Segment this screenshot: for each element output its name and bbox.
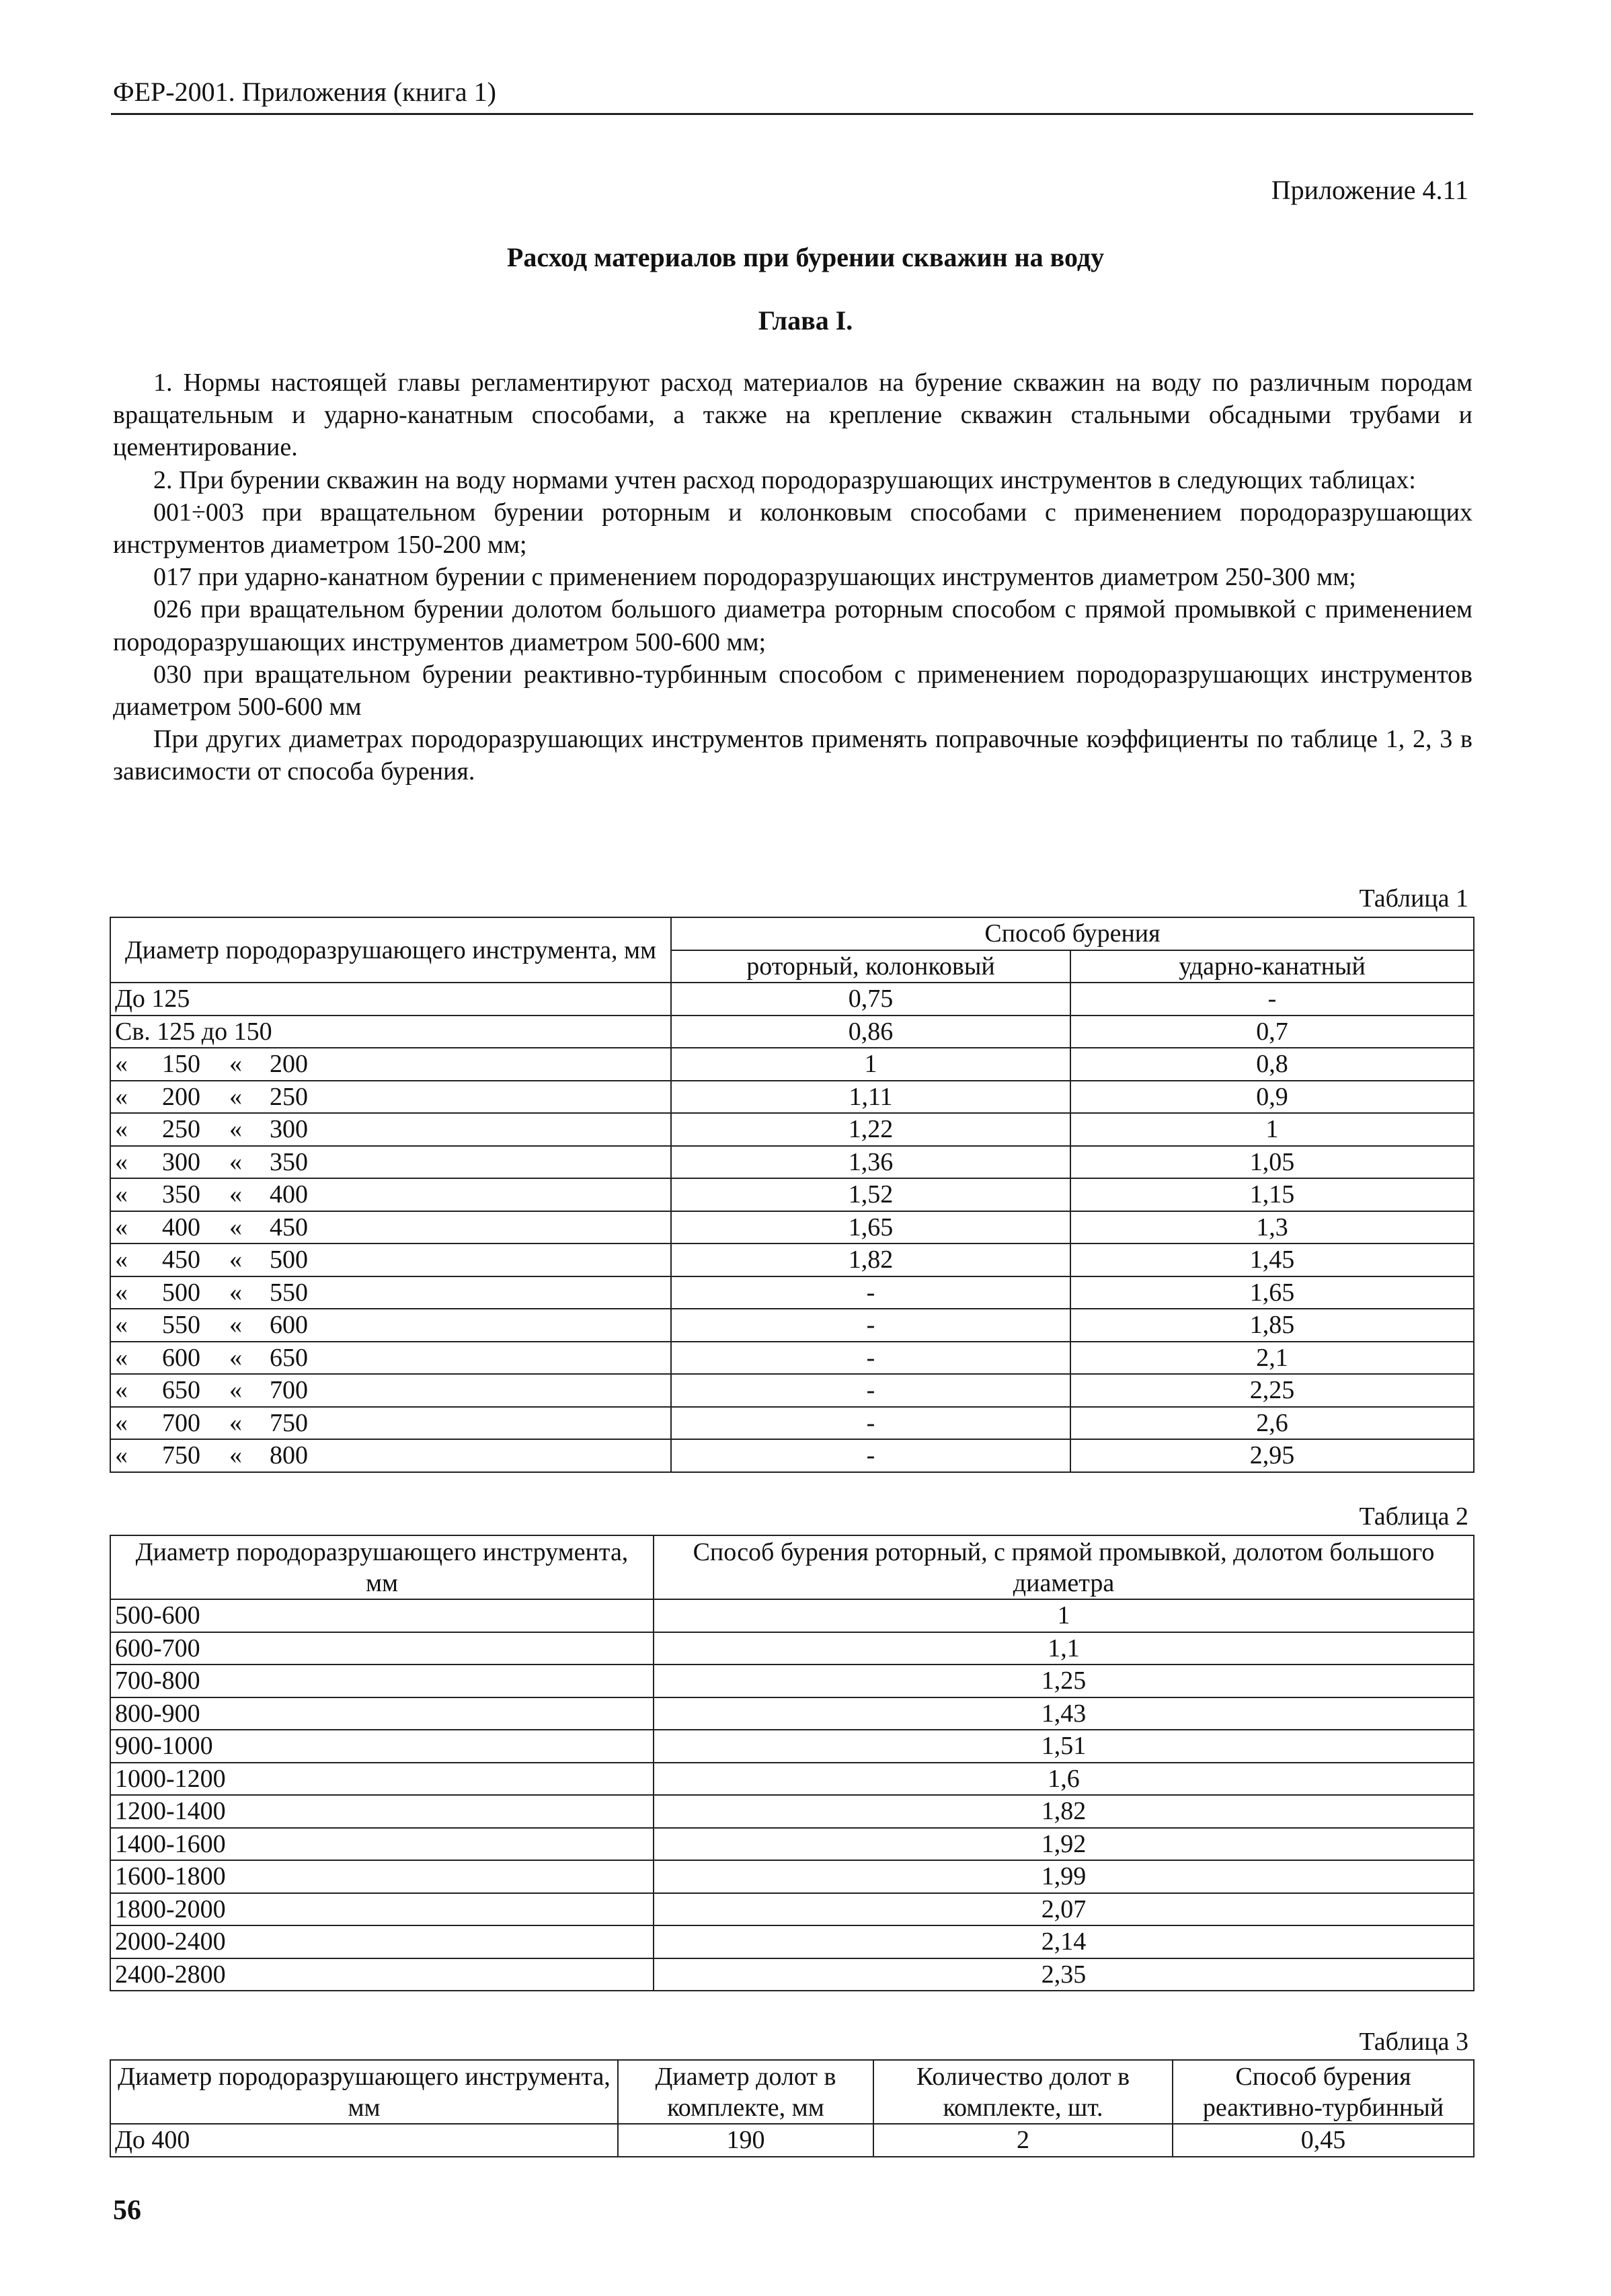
range-from: 400 [162, 1213, 200, 1241]
table1-cell-cable: 2,1 [1070, 1342, 1474, 1375]
table1-cell-rotary: - [671, 1342, 1070, 1375]
range-from: 550 [162, 1311, 200, 1340]
table2-cell-range: 900-1000 [110, 1730, 654, 1763]
table-row [110, 1407, 1474, 1440]
table3-cell-bit-count: 2 [873, 2124, 1173, 2157]
range-to: 200 [270, 1050, 308, 1079]
table2-header-method: Способ бурения роторный, с прямой промывкой, долотом большого диаметра [654, 1535, 1474, 1599]
table1-cell-cable: 1,15 [1070, 1178, 1474, 1211]
table1-header-cable: ударно-канатный [1070, 950, 1474, 983]
ditto-mark: « [229, 1213, 242, 1241]
ditto-mark: « [115, 1311, 128, 1340]
ditto-mark: « [115, 1180, 128, 1209]
table-row [110, 1730, 1474, 1763]
table2-cell-range: 800-900 [110, 1697, 654, 1730]
range-to: 250 [270, 1082, 308, 1111]
table-row [110, 1016, 1474, 1048]
table2-cell-value: 1,25 [654, 1664, 1474, 1697]
table1-cell-range [110, 1374, 671, 1407]
table2-cell-value: 1,51 [654, 1730, 1474, 1763]
table-row [110, 1113, 1474, 1146]
table2-cell-range: 1800-2000 [110, 1893, 654, 1926]
range-from: 700 [162, 1408, 200, 1437]
range-to: 750 [270, 1408, 308, 1437]
ditto-mark: « [115, 1115, 128, 1144]
table1-cell-cable: 1,3 [1070, 1211, 1474, 1244]
ditto-mark: « [115, 1376, 128, 1405]
table1-cell-rotary: - [671, 1439, 1070, 1472]
table3-cell-value: 0,45 [1173, 2124, 1474, 2157]
range-from: 750 [162, 1441, 200, 1470]
table1-cell-cable: 0,7 [1070, 1016, 1474, 1048]
table-row [110, 1860, 1474, 1893]
table-row [110, 1763, 1474, 1796]
table1-cell-range [110, 1211, 671, 1244]
table1-cell-range: До 125 [110, 983, 671, 1016]
paragraph: При других диаметрах породоразрушающих инструментов применять поправочные коэффициенты по таблице 1, 2, 3 в зависимости от способа бурения. [113, 725, 1472, 786]
table-row [110, 2124, 1474, 2157]
table-row [110, 1599, 1474, 1632]
ditto-mark: « [115, 1343, 128, 1372]
table1-cell-range [110, 1342, 671, 1375]
range-from: 250 [162, 1115, 200, 1144]
table-row [110, 1243, 1474, 1276]
ditto-mark: « [115, 1147, 128, 1176]
ditto-mark: « [229, 1147, 242, 1176]
table1-cell-rotary: 1,11 [671, 1081, 1070, 1114]
table2-header-diameter: Диаметр породоразрушающего инструмента, мм [110, 1535, 654, 1599]
table-row [110, 1439, 1474, 1472]
table-row [110, 1211, 1474, 1244]
table3-header-diameter: Диаметр породоразрушающего инструмента, мм [110, 2060, 618, 2124]
table3-caption: Таблица 3 [1359, 2028, 1468, 2056]
range-to: 800 [270, 1441, 308, 1470]
table1-cell-cable: - [1070, 983, 1474, 1016]
table1-cell-rotary: - [671, 1407, 1070, 1440]
paragraph: 2. При бурении скважин на воду нормами учтен расход породоразрушающих инструментов в следующих таблицах: [153, 465, 1416, 494]
table3 [110, 2059, 1475, 2157]
table1-cell-range [110, 1439, 671, 1472]
ditto-mark: « [229, 1311, 242, 1340]
ditto-mark: « [115, 1278, 128, 1307]
range-from: 200 [162, 1082, 200, 1111]
table2-cell-value: 1,1 [654, 1632, 1474, 1665]
table1-cell-range [110, 1081, 671, 1114]
table2-cell-value: 2,14 [654, 1925, 1474, 1958]
range-to: 450 [270, 1213, 308, 1241]
table2-caption: Таблица 2 [1359, 1502, 1468, 1531]
table1-cell-rotary: - [671, 1309, 1070, 1342]
table1-cell-rotary: 0,86 [671, 1016, 1070, 1048]
table-row [110, 1342, 1474, 1375]
table1-cell-cable: 1,45 [1070, 1243, 1474, 1276]
table-row [110, 1276, 1474, 1309]
table1-cell-cable: 0,8 [1070, 1048, 1474, 1081]
range-from: 500 [162, 1278, 200, 1307]
table1-cell-rotary: - [671, 1276, 1070, 1309]
table1-cell-rotary: 1,22 [671, 1113, 1070, 1146]
range-from: 450 [162, 1246, 200, 1274]
range-to: 500 [270, 1246, 308, 1274]
table1-cell-rotary: 1,82 [671, 1243, 1070, 1276]
table1-cell-cable: 1,05 [1070, 1146, 1474, 1179]
table2-cell-value: 1,43 [654, 1697, 1474, 1730]
range-to: 550 [270, 1278, 308, 1307]
table1-cell-rotary: 1,36 [671, 1146, 1070, 1179]
table-row [110, 1309, 1474, 1342]
table2-cell-range: 1000-1200 [110, 1763, 654, 1796]
table2-cell-range: 700-800 [110, 1664, 654, 1697]
ditto-mark: « [229, 1441, 242, 1470]
table1-header-rotary: роторный, колонковый [671, 950, 1070, 983]
table2-cell-range: 2400-2800 [110, 1958, 654, 1991]
table1-cell-rotary: 0,75 [671, 983, 1070, 1016]
table2-cell-value: 1,92 [654, 1828, 1474, 1861]
ditto-mark: « [229, 1115, 242, 1144]
table1-cell-rotary: 1,52 [671, 1178, 1070, 1211]
range-to: 350 [270, 1147, 308, 1176]
table2-cell-range: 500-600 [110, 1599, 654, 1632]
range-from: 350 [162, 1180, 200, 1209]
ditto-mark: « [229, 1376, 242, 1405]
table-row [110, 1893, 1474, 1926]
body-text [113, 367, 1472, 788]
table3-cell-range: До 400 [110, 2124, 618, 2157]
table1-cell-range [110, 1407, 671, 1440]
table1-cell-cable: 1,65 [1070, 1276, 1474, 1309]
ditto-mark: « [229, 1246, 242, 1274]
table1-cell-cable: 2,6 [1070, 1407, 1474, 1440]
header-rule [111, 113, 1473, 115]
document-title: Расход материалов при бурении скважин на воду [506, 242, 1105, 272]
table1-cell-range [110, 1243, 671, 1276]
table1 [110, 917, 1475, 1473]
ditto-mark: « [115, 1246, 128, 1274]
table1-cell-rotary: - [671, 1374, 1070, 1407]
table1-cell-range [110, 1276, 671, 1309]
table2-cell-range: 1400-1600 [110, 1828, 654, 1861]
table-row [110, 1697, 1474, 1730]
ditto-mark: « [115, 1441, 128, 1470]
table1-cell-rotary: 1,65 [671, 1211, 1070, 1244]
table2-cell-value: 1,99 [654, 1860, 1474, 1893]
ditto-mark: « [229, 1408, 242, 1437]
table2-cell-range: 1600-1800 [110, 1860, 654, 1893]
table-row [110, 1664, 1474, 1697]
table2-cell-value: 2,07 [654, 1893, 1474, 1926]
table-row [110, 1048, 1474, 1081]
table-row [110, 1178, 1474, 1211]
table2-cell-range: 2000-2400 [110, 1925, 654, 1958]
table1-cell-range [110, 1048, 671, 1081]
ditto-mark: « [229, 1343, 242, 1372]
ditto-mark: « [229, 1180, 242, 1209]
table1-cell-cable: 2,95 [1070, 1439, 1474, 1472]
table1-cell-range: Св. 125 до 150 [110, 1016, 671, 1048]
table-row [110, 1146, 1474, 1179]
table2-cell-value: 1,82 [654, 1795, 1474, 1828]
range-from: 300 [162, 1147, 200, 1176]
range-from: 150 [162, 1050, 200, 1079]
ditto-mark: « [115, 1082, 128, 1111]
table-row [110, 1828, 1474, 1861]
table2-cell-range: 600-700 [110, 1632, 654, 1665]
table2-cell-value: 1 [654, 1599, 1474, 1632]
paragraph: 030 при вращательном бурении реактивно-турбинным способом с применением породоразрушающих инструментов диаметром 500-600 мм [113, 660, 1472, 722]
table1-cell-range [110, 1309, 671, 1342]
ditto-mark: « [229, 1278, 242, 1307]
table3-cell-bit-diameter: 190 [618, 2124, 873, 2157]
table-row [110, 983, 1474, 1016]
table2 [110, 1535, 1475, 1991]
table1-header-method: Способ бурения [671, 917, 1474, 950]
table-row [110, 1081, 1474, 1114]
table2-cell-value: 1,6 [654, 1763, 1474, 1796]
paragraph: 1. Нормы настоящей главы регламентируют расход материалов на бурение скважин на воду по различным породам вращательным и ударно-канатным способами, а также на крепление скважин стальными обсадными трубами и цементирование. [113, 369, 1472, 462]
table1-cell-rotary: 1 [671, 1048, 1070, 1081]
table-row [110, 1795, 1474, 1828]
table1-cell-range [110, 1146, 671, 1179]
ditto-mark: « [115, 1213, 128, 1241]
table1-caption: Таблица 1 [1359, 884, 1468, 913]
table1-cell-range [110, 1178, 671, 1211]
paragraph: 001÷003 при вращательном бурении роторным и колонковым способами с применением породоразрушающих инструментов диаметром 150-200 мм; [113, 498, 1472, 560]
table-row [110, 1632, 1474, 1665]
table1-cell-cable: 1,85 [1070, 1309, 1474, 1342]
table1-cell-cable: 1 [1070, 1113, 1474, 1146]
range-to: 700 [270, 1376, 308, 1405]
ditto-mark: « [115, 1408, 128, 1437]
range-to: 650 [270, 1343, 308, 1372]
table-row [110, 1958, 1474, 1991]
range-to: 400 [270, 1180, 308, 1209]
table1-cell-cable: 2,25 [1070, 1374, 1474, 1407]
table2-cell-range: 1200-1400 [110, 1795, 654, 1828]
table1-header-diameter: Диаметр породоразрушающего инструмента, мм [110, 917, 671, 983]
ditto-mark: « [229, 1082, 242, 1111]
range-to: 600 [270, 1311, 308, 1340]
table-row [110, 1925, 1474, 1958]
chapter-heading: Глава I. [758, 305, 853, 336]
ditto-mark: « [115, 1050, 128, 1079]
page-number: 56 [113, 2195, 141, 2226]
range-to: 300 [270, 1115, 308, 1144]
paragraph: 017 при ударно-канатном бурении с применением породоразрушающих инструментов диаметром 250-300 мм; [153, 563, 1356, 592]
table3-header-method: Способ бурения реактивно-турбинный [1173, 2060, 1474, 2124]
running-head: ФЕР-2001. Приложения (книга 1) [113, 77, 496, 107]
table2-cell-value: 2,35 [654, 1958, 1474, 1991]
appendix-label: Приложение 4.11 [1271, 175, 1468, 205]
table3-header-bit-count: Количество долот в комплекте, шт. [873, 2060, 1173, 2124]
table1-cell-range [110, 1113, 671, 1146]
paragraph: 026 при вращательном бурении долотом большого диаметра роторным способом с прямой промывкой с применением породоразрушающих инструментов диаметром 500-600 мм; [113, 595, 1472, 656]
ditto-mark: « [229, 1050, 242, 1079]
range-from: 600 [162, 1343, 200, 1372]
table-row [110, 1374, 1474, 1407]
table3-header-bit-diameter: Диаметр долот в комплекте, мм [618, 2060, 873, 2124]
range-from: 650 [162, 1376, 200, 1405]
table1-cell-cable: 0,9 [1070, 1081, 1474, 1114]
